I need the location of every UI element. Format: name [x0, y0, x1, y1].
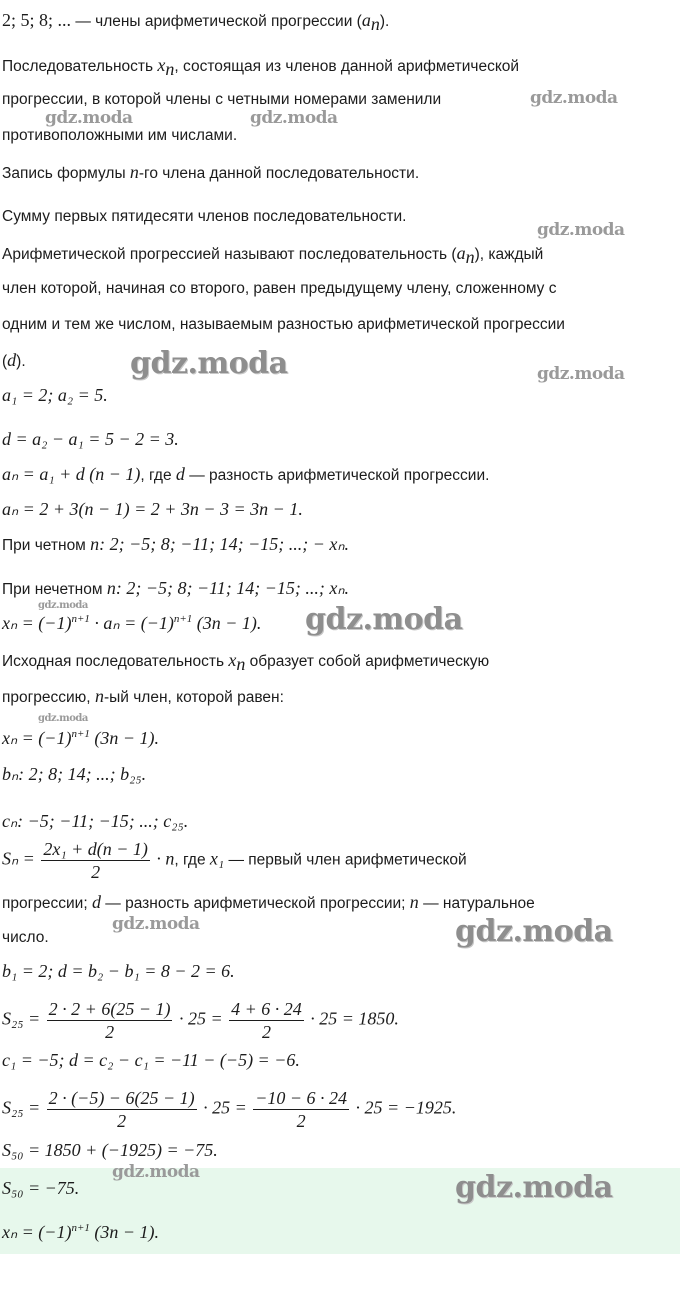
sequence-b: bₙ: 2; 8; 14; ...; b₂₅.: [2, 764, 147, 784]
math: : 2; −5; 8; −11; 14; −15; ...; xₙ.: [115, 578, 350, 598]
formula-d: d = a₂ − a₁ = 5 − 2 = 3.: [2, 429, 179, 449]
fraction: [47, 1087, 197, 1132]
math: · n: [151, 848, 175, 869]
denominator: 2: [91, 862, 101, 882]
math-var: x₁: [209, 848, 225, 869]
find-line-3: противоположными им числами.: [2, 127, 238, 144]
math-var: n: [94, 686, 104, 706]
math: aₙ = a₁ + d (n − 1): [2, 464, 141, 484]
watermark-logo: gdz.moda: [537, 364, 625, 384]
calc-s25-c: [2, 1087, 456, 1132]
math-var: n: [409, 892, 419, 912]
denominator: 2: [105, 1022, 115, 1042]
math: · 25 =: [174, 1008, 228, 1029]
definition-line-2: член которой, начиная со второго, равен предыдущему члену, сложенному с: [2, 280, 557, 297]
text: — члены арифметической прогрессии (: [71, 13, 362, 30]
math-sub: n: [370, 14, 380, 35]
watermark-logo: gdz.moda: [530, 88, 618, 108]
text: (: [2, 353, 8, 370]
math-var: n: [129, 162, 139, 182]
math: xₙ = (−1): [2, 613, 72, 633]
exponent: n+1: [71, 613, 90, 625]
math: · 25 =: [198, 1097, 252, 1118]
numerator: −10 − 6 · 24: [255, 1088, 348, 1108]
text: прогрессию,: [2, 689, 95, 706]
watermark-logo: gdz.moda: [455, 1170, 613, 1205]
text: — натуральное: [418, 895, 535, 912]
math-var: a: [456, 243, 466, 263]
watermark-logo: gdz.moda: [45, 108, 133, 128]
numerator: 2 · 2 + 6(25 − 1): [48, 999, 171, 1019]
text: — первый член арифметической: [224, 851, 467, 869]
fraction: [47, 998, 173, 1043]
math-var: d: [7, 350, 17, 370]
find-line-2: прогрессии, в которой члены с четными номерами заменили: [2, 91, 442, 108]
math: : 2; −5; 8; −11; 14; −15; ...; − xₙ.: [99, 534, 350, 554]
text: Последовательность: [2, 58, 158, 75]
even-sequence: [2, 534, 349, 556]
text: -ый член, которой равен:: [103, 689, 284, 706]
math: (3n − 1).: [89, 728, 160, 748]
exponent: n+1: [71, 1222, 90, 1234]
given-line: [2, 10, 390, 35]
calc-c-d: c₁ = −5; d = c₂ − c₁ = −11 − (−5) = −6.: [2, 1050, 300, 1070]
math: · aₙ = (−1): [89, 613, 174, 633]
sequence-c: cₙ: −5; −11; −15; ...; c₂₅.: [2, 811, 189, 831]
formula-sn-desc-end: число.: [2, 929, 49, 946]
text: , состоящая из членов данной арифметической: [174, 58, 520, 75]
text: , где: [140, 467, 176, 484]
watermark-logo: gdz.moda: [537, 220, 625, 240]
denominator: 2: [261, 1022, 271, 1042]
formula-an-general: [2, 464, 489, 486]
denominator: 2: [117, 1111, 127, 1131]
watermark-logo: gdz.moda: [305, 602, 463, 637]
calc-b-d: b₁ = 2; d = b₂ − b₁ = 8 − 2 = 6.: [2, 961, 235, 981]
math-var: n: [106, 578, 116, 598]
answer-xn: [2, 1222, 159, 1242]
math: (3n − 1).: [192, 613, 262, 633]
exponent: n+1: [71, 728, 90, 740]
calc-s50: S₅₀ = 1850 + (−1925) = −75.: [2, 1140, 218, 1160]
definition-line-3: одним и тем же числом, называемым разностью арифметической прогрессии: [2, 316, 565, 333]
math-var: x: [228, 650, 237, 670]
math: xₙ = (−1): [2, 1222, 72, 1242]
find-line-5: Сумму первых пятидесяти членов последовательности.: [2, 208, 407, 225]
text: При нечетном: [2, 581, 107, 598]
text: , где: [174, 851, 210, 869]
fraction: [41, 838, 150, 883]
math-var: a: [361, 10, 371, 30]
watermark-logo: gdz.moda: [38, 713, 88, 724]
text: Исходная последовательность: [2, 653, 229, 670]
watermark-logo: gdz.moda: [250, 108, 338, 128]
find-line-1: [2, 55, 520, 80]
math-sub: n: [236, 654, 246, 675]
formula-an: aₙ = 2 + 3(n − 1) = 2 + 3n − 3 = 3n − 1.: [2, 499, 303, 519]
math-sub: n: [465, 247, 475, 268]
math-var: d: [91, 892, 101, 912]
find-line-4: [2, 162, 419, 184]
formula-sn: [2, 838, 467, 883]
numerator: 4 + 6 · 24: [231, 999, 302, 1019]
definition-line-4: [2, 350, 26, 372]
math: Sₙ =: [2, 848, 40, 869]
math-sub: n: [165, 59, 175, 80]
math-seq: 2; 5; 8; ...: [2, 10, 72, 30]
text: При четном: [2, 537, 91, 554]
math: S₂₅ =: [2, 1097, 45, 1118]
math: · 25 = 1850.: [305, 1008, 399, 1029]
formula-sn-desc: [2, 892, 535, 914]
fraction: [229, 998, 304, 1043]
math: xₙ = (−1): [2, 728, 72, 748]
text: — разность арифметической прогрессии;: [100, 895, 410, 912]
text: -го члена данной последовательности.: [138, 165, 420, 182]
watermark-logo: gdz.moda: [130, 346, 288, 381]
denominator: 2: [296, 1111, 306, 1131]
text: Запись формулы: [2, 165, 130, 182]
watermark-logo: gdz.moda: [38, 600, 88, 611]
text: Арифметической прогрессией называют последовательность (: [2, 246, 457, 263]
formula-xn-2: [2, 728, 159, 748]
math: S₂₅ =: [2, 1008, 45, 1029]
formula-a1-a2: a₁ = 2; a₂ = 5.: [2, 385, 108, 405]
watermark-logo: gdz.moda: [455, 914, 613, 949]
text: ).: [16, 353, 26, 370]
text: прогрессии;: [2, 895, 92, 912]
exponent: n+1: [173, 613, 193, 625]
formula-xn-1: [2, 613, 261, 633]
math: · 25 = −1925.: [351, 1097, 457, 1118]
text: ), каждый: [474, 246, 544, 263]
math-var: n: [90, 534, 100, 554]
math-var: x: [157, 55, 166, 75]
text: — разность арифметической прогрессии.: [184, 467, 490, 484]
answer-s50: S₅₀ = −75.: [2, 1178, 80, 1198]
definition-line-1: [2, 243, 544, 268]
conclusion-line-1: [2, 650, 490, 675]
math-var: d: [175, 464, 185, 484]
numerator: 2 · (−5) − 6(25 − 1): [48, 1088, 195, 1108]
odd-sequence: [2, 578, 349, 600]
math: (3n − 1).: [89, 1222, 160, 1242]
numerator: 2x₁ + d(n − 1): [43, 839, 148, 859]
calc-s25-b: [2, 998, 399, 1043]
conclusion-line-2: [2, 686, 284, 708]
text: ).: [379, 13, 390, 30]
text: образует собой арифметическую: [245, 653, 490, 670]
watermark-logo: gdz.moda: [112, 914, 200, 934]
watermark-logo: gdz.moda: [112, 1162, 200, 1182]
fraction: [253, 1087, 349, 1132]
